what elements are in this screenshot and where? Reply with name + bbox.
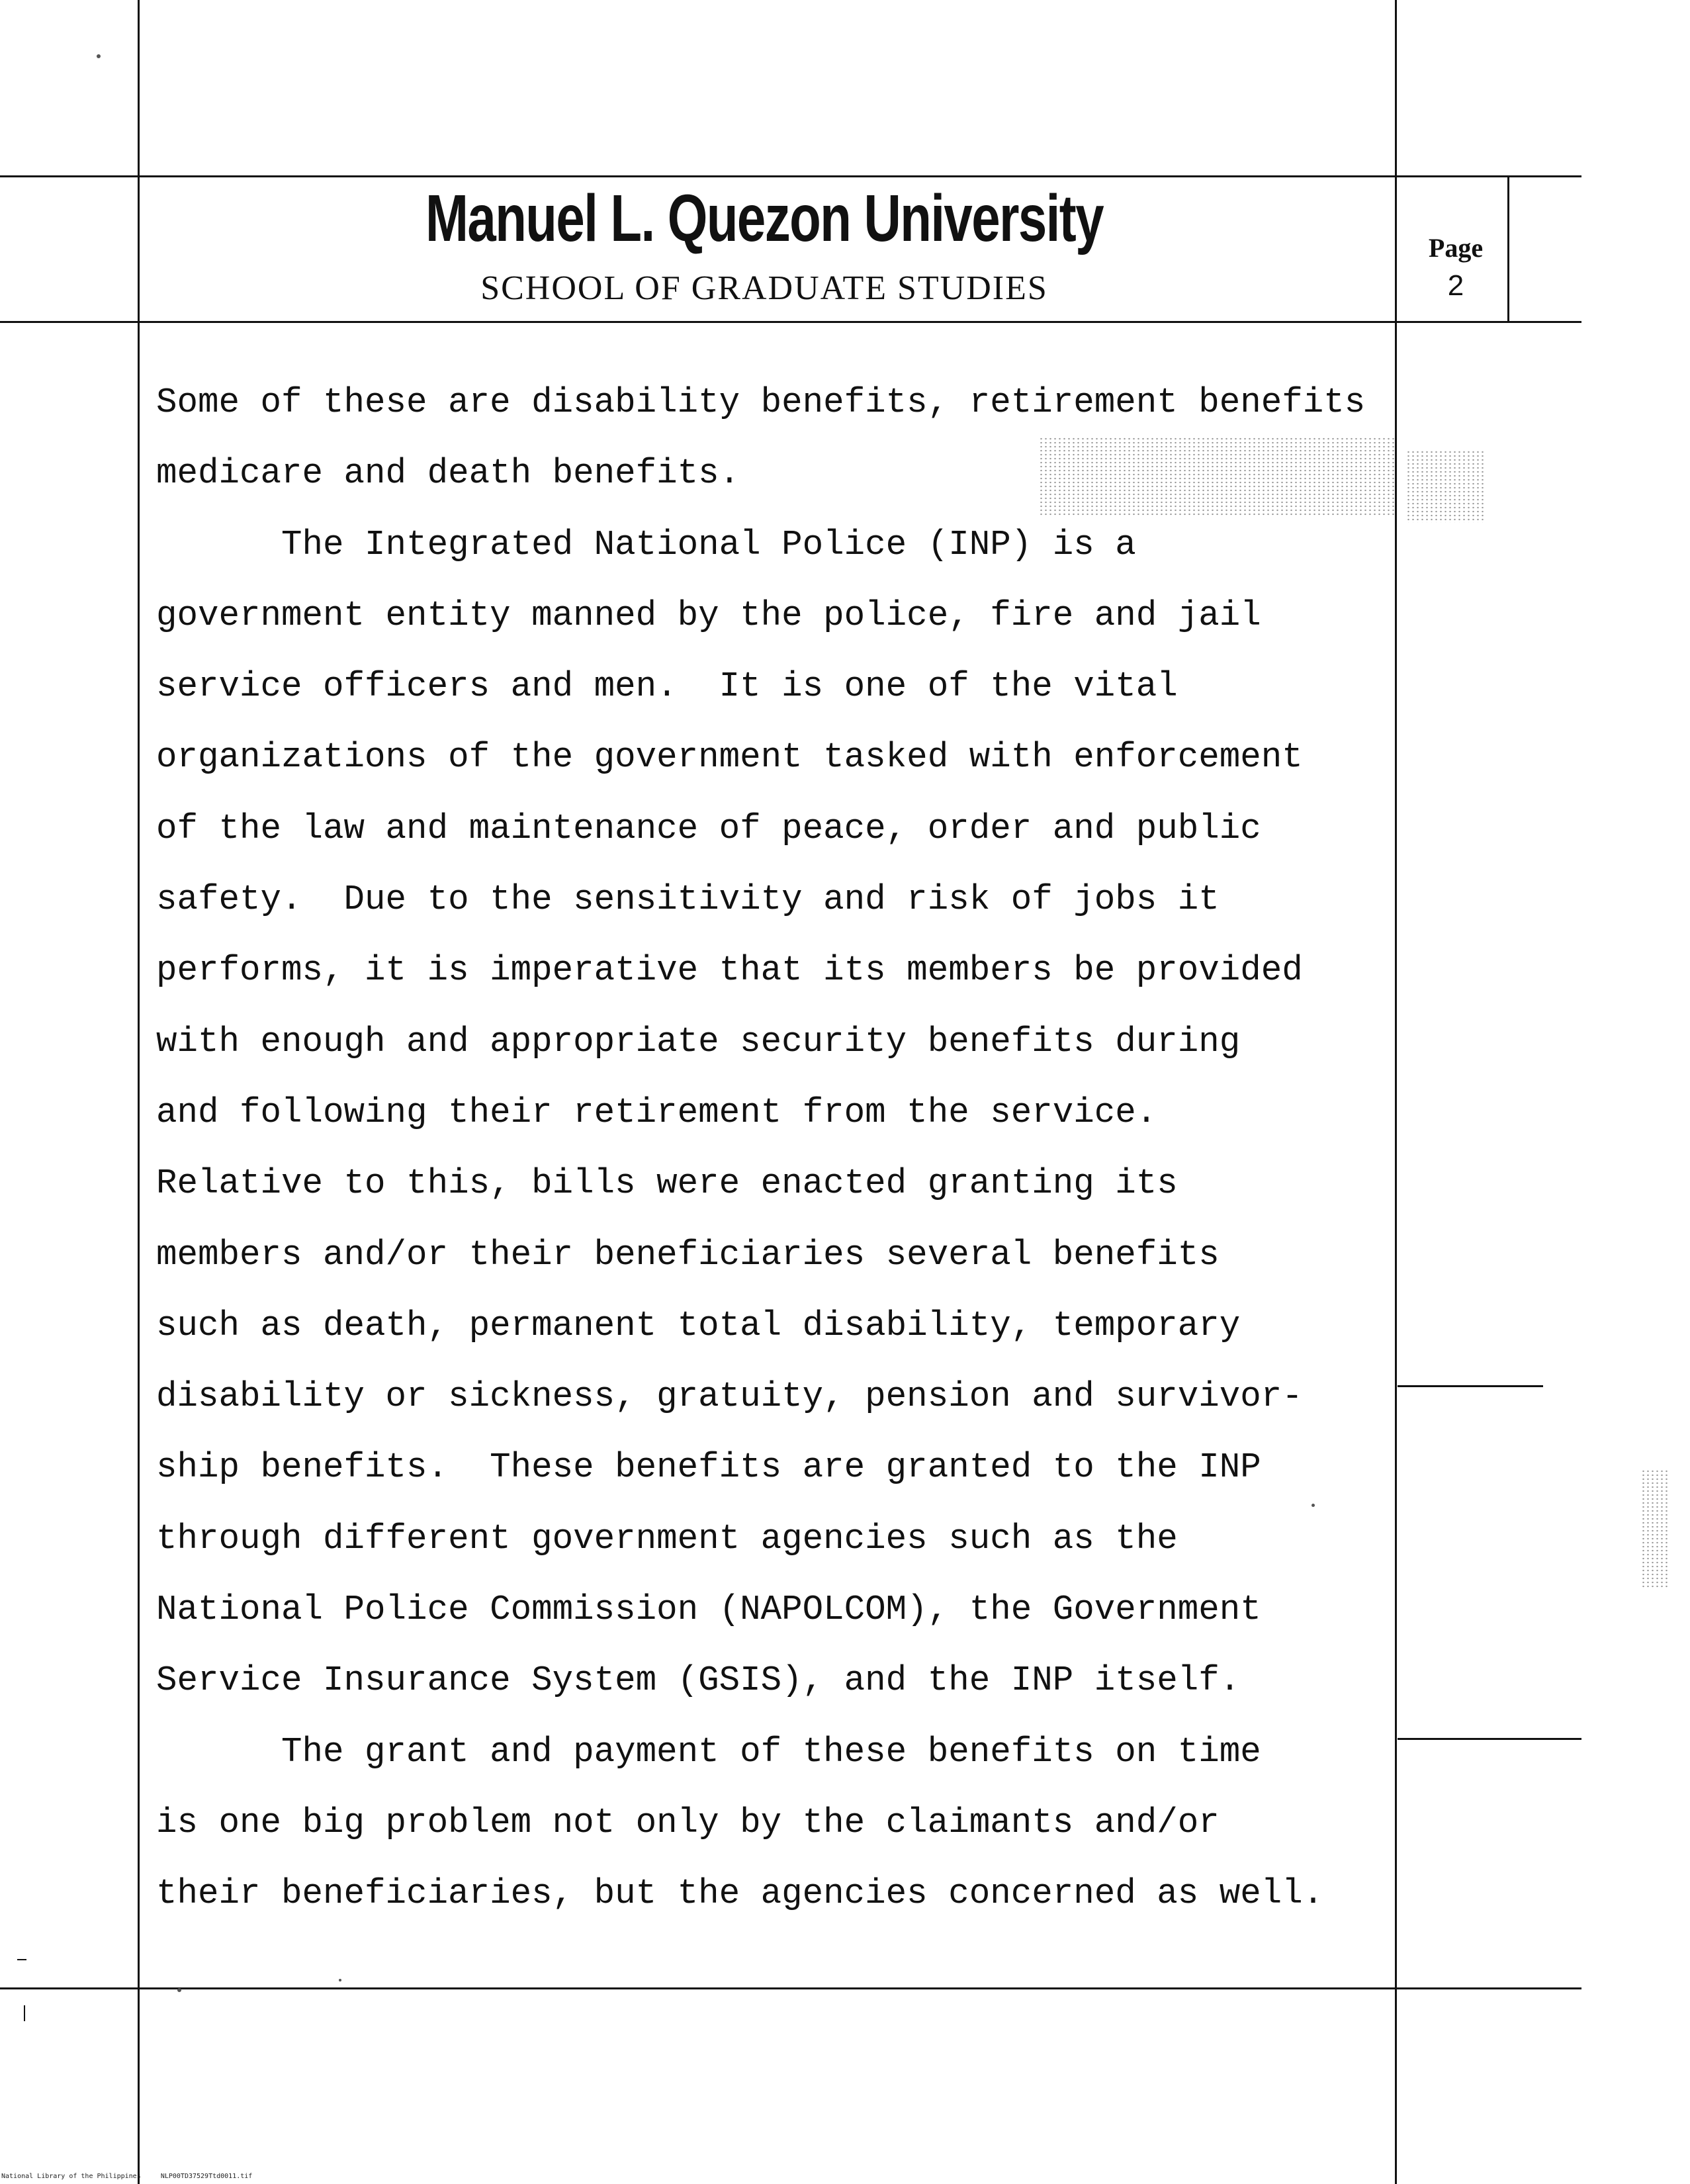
scan-speckle: [1312, 1504, 1315, 1507]
scan-noise: [1641, 1469, 1668, 1588]
margin-tick-1: [1398, 1385, 1543, 1387]
school-subtitle: SCHOOL OF GRADUATE STUDIES: [480, 269, 1048, 307]
footer-top-rule: [0, 1987, 1581, 1989]
scan-noise: [1406, 450, 1486, 523]
scan-speckle: [339, 1979, 341, 1981]
document-body: [156, 367, 1413, 1930]
text-line: medicare and death benefits.: [156, 453, 740, 494]
university-title: Manuel L. Quezon University: [425, 181, 1104, 255]
text-line: with enough and appropriate security benefits during: [156, 1021, 1241, 1062]
archive-footer: National Library of the Philippines NLP00TD37529Ttd0011.tif: [1, 2173, 253, 2180]
text-line: through different government agencies such as the: [156, 1518, 1178, 1559]
text-line: their beneficiaries, but the agencies concerned as well.: [156, 1874, 1324, 1914]
text-line: members and/or their beneficiaries several benefits: [156, 1234, 1220, 1275]
text-line: safety. Due to the sensitivity and risk of jobs it: [156, 880, 1220, 920]
text-line: performs, it is imperative that its members be provided: [156, 950, 1303, 991]
header-top-rule: [0, 175, 1581, 177]
header-bottom-rule: [0, 321, 1581, 323]
text-line: is one big problem not only by the claimants and/or: [156, 1802, 1220, 1843]
margin-tick-2: [1398, 1738, 1581, 1740]
text-line: of the law and maintenance of peace, order and public: [156, 808, 1261, 848]
text-line: Some of these are disability benefits, retirement benefits: [156, 383, 1366, 422]
scan-speckle: [177, 1988, 181, 1992]
text-line: government entity manned by the police, fire and jail: [156, 595, 1261, 635]
page-label: Page: [1428, 233, 1484, 263]
text-line: The grant and payment of these benefits on time: [156, 1731, 1261, 1772]
text-line: service officers and men. It is one of the vital: [156, 666, 1178, 707]
scan-speckle: [97, 54, 101, 58]
text-line: such as death, permanent total disability, temporary: [156, 1305, 1241, 1345]
left-tick-2: [24, 2005, 25, 2021]
text-line: ship benefits. These benefits are granted to the INP: [156, 1447, 1261, 1488]
text-line: disability or sickness, gratuity, pension and survivor-: [156, 1377, 1303, 1417]
page-number: 2: [1447, 269, 1464, 302]
text-line: Relative to this, bills were enacted granting its: [156, 1163, 1178, 1204]
text-line: Service Insurance System (GSIS), and the INP itself.: [156, 1661, 1241, 1701]
text-line: and following their retirement from the service.: [156, 1092, 1157, 1132]
left-tick: [17, 1959, 26, 1960]
text-line: National Police Commission (NAPOLCOM), the Government: [156, 1590, 1261, 1630]
text-line: organizations of the government tasked with enforcement: [156, 737, 1303, 778]
left-margin-rule: [138, 0, 140, 2184]
scan-noise: [1039, 437, 1396, 516]
text-line: The Integrated National Police (INP) is a: [156, 524, 1136, 565]
